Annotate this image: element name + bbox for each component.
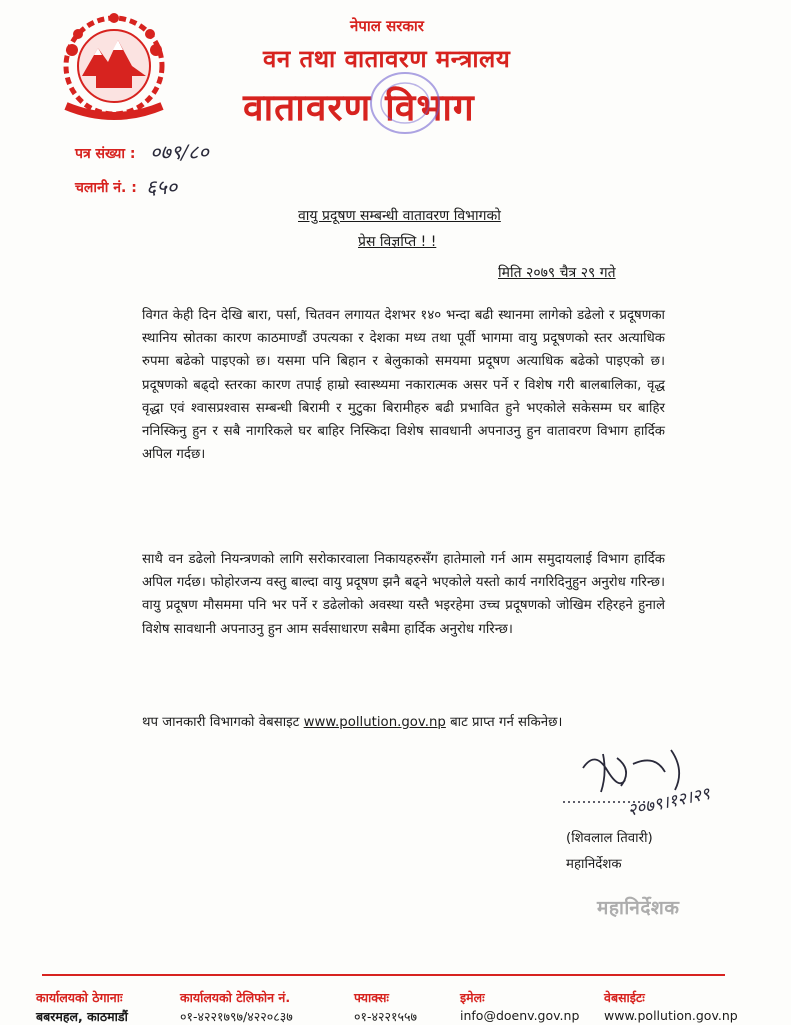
footer-fax-label: फ्याक्सः [354, 990, 389, 1005]
info-suffix: बाट प्राप्त गर्न सकिनेछ। [450, 715, 563, 730]
footer-website-value[interactable]: www.pollution.gov.np [604, 1008, 738, 1023]
department-name: वातावरण विभाग [243, 86, 475, 129]
footer-email-value[interactable]: info@doenv.gov.np [460, 1008, 580, 1023]
press-release-heading: वायु प्रदूषण सम्बन्धी वातावरण विभागको [298, 208, 501, 224]
letter-number-value: ०७९/८० [150, 140, 209, 164]
body-paragraph-1: विगत केही दिन देखि बारा, पर्सा, चितवन लगायत देशभर १४० भन्दा बढी स्थानमा लागेको डढेलो र प्रदूषणका स्थानिय स्रोतका कारण काठमाण्डौं उपत्यका र देशका मध्य तथा पूर्वी भागमा वायु प्रदूषणको स्तर अत्याधिक रुपमा बढेको पाइएको छ। यसमा पनि बिहान र बेलुकाको समयमा प्रदूषण अत्याधिक बढेको पाइएको छ। प्रदूषणको बढ्दो स्तरका कारण तपाई हाम्रो स्वास्थ्यमा नकारात्मक असर पर्ने र विशेष गरी बालबालिका, वृद्ध वृद्धा एवं श्वासप्रश्वास सम्बन्धी बिरामी र मुटुका बिरामीहरु बढी प्रभावित हुने भएकोले सकेसम्म घर बाहिर ननिस्किनु हुन र सबै नागरिकले घर बाहिर निस्किदा विशेष सावधानी अपनाउनु हुन वातावरण विभाग हार्दिक अपिल गर्दछ। [142, 308, 665, 463]
signatory-name: (शिवलाल तिवारी) [566, 831, 653, 846]
info-prefix: थप जानकारी विभागको वेबसाइट [142, 715, 300, 730]
signature-icon [555, 740, 775, 830]
signature-date: २०७९।१२।२९ [625, 783, 712, 821]
release-date: मिति २०७९ चैत्र २९ गते [498, 265, 616, 281]
ministry-name: वन तथा वातावरण मन्त्रालय [263, 45, 511, 73]
government-name: नेपाल सरकार [350, 17, 424, 35]
designation-stamp: महानिर्देशक [597, 897, 680, 919]
footer-address-label: कार्यालयको ठेगानाः [36, 990, 123, 1005]
footer-website-label: वेबसाईटः [604, 990, 645, 1005]
body-paragraph-2: साथै वन डढेलो नियन्त्रणको लागि सरोकारवाला निकायहरुसँग हातेमालो गर्न आम समुदायलाई विभाग हार्दिक अपिल गर्दछ। फोहोरजन्य वस्तु बाल्दा वायु प्रदूषण झनै बढ्ने भएकोले यस्तो कार्य नगरिदिनुहुन अनुरोध गरिन्छ। वायु प्रदूषण मौसममा पनि भर पर्ने र डढेलोको अवस्था यस्तै भइरहेमा उच्च प्रदूषणको जोखिम रहिरहने हुनाले विशेष सावधानी अपनाउनु हुन आम सर्वसाधारण सबैमा हार्दिक अनुरोध गरिन्छ। [142, 552, 665, 637]
website-link[interactable]: www.pollution.gov.np [303, 715, 446, 730]
press-release-subheading: प्रेस विज्ञप्ति ! ! [358, 234, 437, 250]
nepal-emblem-icon [52, 10, 177, 125]
footer-divider [42, 974, 725, 976]
footer-address-value: बबरमहल, काठमाडौं [36, 1009, 128, 1024]
office-seal-icon [366, 68, 444, 138]
dispatch-number-value: ६५० [146, 175, 178, 199]
footer-fax-value: ०१-४२२१५५७ [354, 1009, 418, 1024]
dispatch-number-label: चलानी नं. : [75, 180, 137, 196]
footer-phone-label: कार्यालयको टेलिफोन नं. [180, 990, 291, 1005]
footer-phone-value: ०१-४२२१७९७/४२२०८३७ [180, 1009, 293, 1024]
letter-number-label: पत्र संख्या : [75, 146, 136, 162]
footer-email-label: इमेलः [460, 990, 485, 1005]
info-line [142, 712, 562, 730]
signatory-designation: महानिर्देशक [566, 857, 622, 872]
